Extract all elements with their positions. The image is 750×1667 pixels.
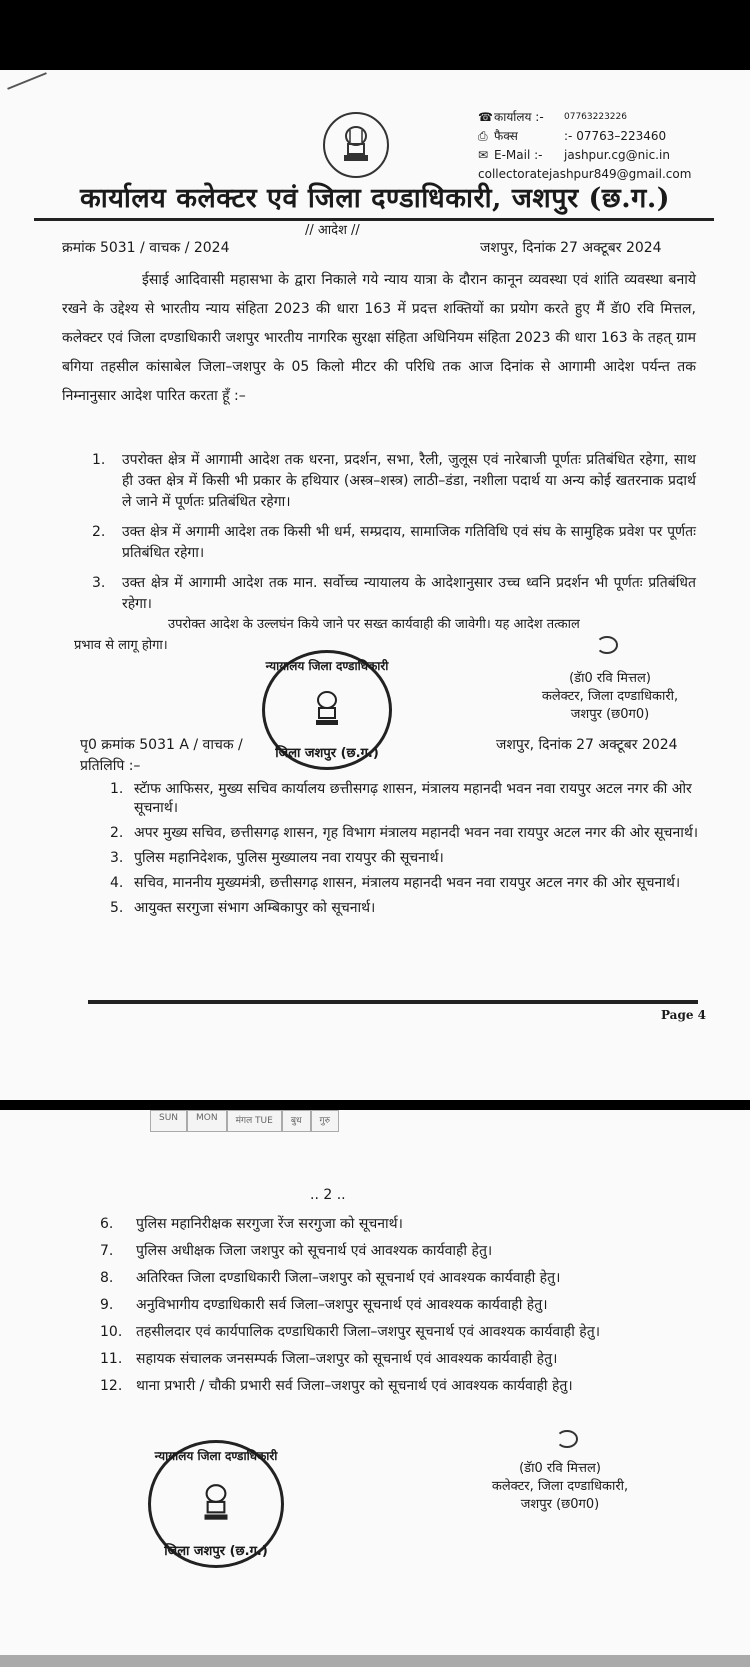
recipient-text: सहायक संचालक जनसम्पर्क जिला–जशपुर को सूचनार्थ एवं आवश्यक कार्यवाही हेतु। (136, 1351, 558, 1367)
footer-rule (88, 1000, 698, 1004)
seal-top-text: न्यायालय जिला दण्डाधिकारी (154, 1449, 278, 1463)
recipient-number: 8. (100, 1270, 114, 1286)
recipient-item (100, 1377, 660, 1396)
fax-icon: ⎙ (478, 129, 488, 143)
recipient-text: अपर मुख्य सचिव, छत्तीसगढ़ शासन, गृह विभाग मंत्रालय महानदी भवन नवा रायपुर अटल नगर की ओर सूचनार्थ। (134, 825, 699, 841)
order-point (92, 450, 696, 513)
calendar-strip (150, 1110, 550, 1132)
order-point (92, 522, 696, 564)
seal-emblem-icon (309, 688, 345, 732)
signature-scribble (596, 636, 618, 654)
fax-label: फैक्स (494, 129, 518, 143)
recipient-item (100, 1215, 660, 1234)
recipient-text: थाना प्रभारी / चौकी प्रभारी सर्व जिला–जशपुर को सूचनार्थ एवं आवश्यक कार्यवाही हेतु। (136, 1378, 573, 1394)
page-2-marker: .. 2 .. (310, 1187, 346, 1203)
recipient-item (100, 1350, 660, 1369)
phone-value: 07763223226 (564, 112, 627, 122)
phone-label: कार्यालय :- (494, 110, 544, 124)
bottom-bar (0, 1655, 750, 1667)
official-seal (262, 650, 392, 770)
calendar-cell: बुध (282, 1110, 311, 1132)
recipient-item (110, 874, 700, 893)
point-number: 1. (92, 452, 106, 468)
fax-value: :- 07763–223460 (564, 129, 667, 143)
page-number: Page 4 (660, 1008, 706, 1022)
recipient-number: 3. (110, 850, 124, 866)
calendar-cell: गुरु (311, 1110, 339, 1132)
point-text: उक्त क्षेत्र में आगामी आदेश तक मान. सर्वोच्च न्यायालय के आदेशानुसार उच्च ध्वनि प्रदर्शन भी पूर्णतः प्रतिबंधित रहेगा। (122, 575, 696, 612)
calendar-cell: MON (187, 1110, 227, 1132)
violation-line-2: प्रभाव से लागू होगा। (74, 638, 168, 653)
recipient-number: 10. (100, 1324, 123, 1340)
signature-block-2 (460, 1460, 660, 1514)
recipient-text: आयुक्त सरगुजा संभाग अम्बिकापुर को सूचनार्थ। (134, 900, 376, 916)
seal-bottom-text: जिला जशपुर (छ.ग.) (164, 1544, 268, 1559)
order-points (92, 450, 696, 624)
emblem-icon (336, 122, 376, 168)
header-divider (34, 218, 714, 221)
mail-icon: ✉ (478, 148, 489, 162)
recipient-text: सचिव, माननीय मुख्यमंत्री, छत्तीसगढ़ शासन, मंत्रालय महानदी भवन नवा रायपुर अटल नगर की ओर सूचनार्थ। (134, 875, 681, 891)
signature-scribble (556, 1430, 578, 1448)
signature-block (510, 670, 710, 724)
order-body: ईसाई आदिवासी महासभा के द्वारा निकाले गये न्याय यात्रा के दौरान कानून व्यवस्था एवं शांति व्यवस्था बनाये रखने के उद्देश्य से भारतीय न्याय संहिता 2023 की धारा 163 में प्रदत्त शक्तियों का प्रयोग करते हुए मैं डॅा0 रवि मित्तल, कलेक्टर एवं जिला दण्डाधिकारी जशपुर भारतीय नागरिक सुरक्षा संहिता अधिनियम संहिता 2023 की धारा 163 के तहत् ग्राम बगिया तहसील कांसाबेल जिला–जशपुर के 05 किलो मीटर की परिधि तक आज दिनांक से आगामी आदेश पर्यन्त तक निम्नानुसार आदेश पारित करता हूँ :– (62, 272, 696, 404)
signatory-place: जशपुर (छ0ग0) (520, 1497, 600, 1512)
copy-ref-number: पृ0 क्रमांक 5031 A / वाचक / (80, 737, 243, 753)
point-text: उक्त क्षेत्र में अगामी आदेश तक किसी भी धर्म, सम्प्रदाय, सामाजिक गतिविधि एवं संघ के सामुहिक प्रवेश पर पूर्णतः प्रतिबंधित रहेगा। (122, 524, 696, 561)
email-value: jashpur.cg@nic.in (564, 148, 670, 162)
recipient-number: 7. (100, 1243, 114, 1259)
signatory-designation: कलेक्टर, जिला दण्डाधिकारी, (541, 689, 679, 704)
calendar-cell: मंगल TUE (227, 1110, 282, 1132)
calendar-cell: SUN (150, 1110, 187, 1132)
point-number: 2. (92, 524, 106, 540)
copy-recipients-continued (100, 1215, 660, 1404)
recipient-text: अनुविभागीय दण्डाधिकारी सर्व जिला–जशपुर सूचनार्थ एवं आवश्यक कार्यवाही हेतु। (136, 1297, 548, 1313)
seal-emblem-icon (197, 1481, 235, 1527)
email-row (478, 146, 691, 165)
recipient-item (100, 1269, 660, 1288)
recipient-item (110, 849, 700, 868)
recipient-item (110, 899, 700, 918)
order-heading: // आदेश // (305, 223, 360, 238)
office-title: कार्यालय कलेक्टर एवं जिला दण्डाधिकारी, जशपुर (छ.ग.) (79, 183, 671, 214)
point-text: उपरोक्त क्षेत्र में आगामी आदेश तक धरना, प्रदर्शन, सभा, रैली, जुलूस एवं नारेबाजी पूर्णतः प्रतिबंधित रहेगा, साथ ही उक्त क्षेत्र में किसी भी प्रकार के हथियार (अस्त्र–शस्त्र) लाठी–डंडा, नशीला पदार्थ या अन्य कोई खतरनाक प्रदार्थ ले जाने में पूर्णतः प्रतिबंधित रहेगा। (122, 452, 696, 510)
violation-line-1: उपरोक्त आदेश के उल्लघंन किये जाने पर सख्त कार्यवाही की जावेगी। यह आदेश तत्काल (168, 617, 580, 632)
recipient-item (100, 1296, 660, 1315)
recipient-item (110, 780, 700, 818)
seal-bottom-text: जिला जशपुर (छ.ग.) (275, 746, 379, 761)
recipient-item (100, 1242, 660, 1261)
seal-top-text: न्यायालय जिला दण्डाधिकारी (265, 659, 389, 673)
order-ref-number: क्रमांक 5031 / वाचक / 2024 (62, 240, 230, 256)
copy-place-date: जशपुर, दिनांक 27 अक्टूबर 2024 (496, 737, 678, 753)
recipient-number: 9. (100, 1297, 114, 1313)
recipient-number: 1. (110, 781, 124, 797)
recipient-number: 12. (100, 1378, 123, 1394)
fax-row (478, 127, 691, 146)
recipient-text: पुलिस महानिदेशक, पुलिस मुख्यालय नवा रायपुर की सूचनार्थ। (134, 850, 444, 866)
recipient-text: अतिरिक्त जिला दण्डाधिकारी जिला–जशपुर को सूचनार्थ एवं आवश्यक कार्यवाही हेतु। (136, 1270, 561, 1286)
recipient-item (100, 1323, 660, 1342)
contact-block (478, 108, 691, 184)
email-label: E-Mail :- (494, 148, 543, 162)
national-emblem (323, 112, 389, 178)
recipient-number: 4. (110, 875, 124, 891)
copy-label: प्रतिलिपि :– (80, 758, 141, 774)
email2-value: collectoratejashpur849@gmail.com (478, 167, 692, 181)
signatory-place: जशपुर (छ0ग0) (570, 707, 650, 722)
signatory-designation: कलेक्टर, जिला दण्डाधिकारी, (491, 1479, 629, 1494)
recipient-text: पुलिस अधीक्षक जिला जशपुर को सूचनार्थ एवं आवश्यक कार्यवाही हेतु। (136, 1243, 493, 1259)
order-point (92, 573, 696, 615)
recipient-text: स्टॅाफ आफिसर, मुख्य सचिव कार्यालय छत्तीसगढ़ शासन, मंत्रालय महानदी भवन नवा रायपुर अटल नगर की ओर सूचनार्थ। (134, 781, 692, 816)
recipient-number: 2. (110, 825, 124, 841)
recipient-text: पुलिस महानिरीक्षक सरगुजा रेंज सरगुजा को सूचनार्थ। (136, 1216, 403, 1232)
signatory-name: (डॅा0 रवि मित्तल) (569, 671, 651, 686)
official-seal-2 (148, 1440, 284, 1568)
copy-recipients (110, 780, 700, 924)
order-place-date: जशपुर, दिनांक 27 अक्टूबर 2024 (480, 240, 662, 256)
recipient-number: 5. (110, 900, 124, 916)
signatory-name: (डॅा0 रवि मित्तल) (519, 1461, 601, 1476)
point-number: 3. (92, 575, 106, 591)
recipient-number: 11. (100, 1351, 123, 1367)
phone-row (478, 108, 691, 127)
phone-icon: ☎ (478, 110, 493, 124)
recipient-text: तहसीलदार एवं कार्यपालिक दण्डाधिकारी जिला–जशपुर सूचनार्थ एवं आवश्यक कार्यवाही हेतु। (136, 1324, 601, 1340)
recipient-item (110, 824, 700, 843)
recipient-number: 6. (100, 1216, 114, 1232)
